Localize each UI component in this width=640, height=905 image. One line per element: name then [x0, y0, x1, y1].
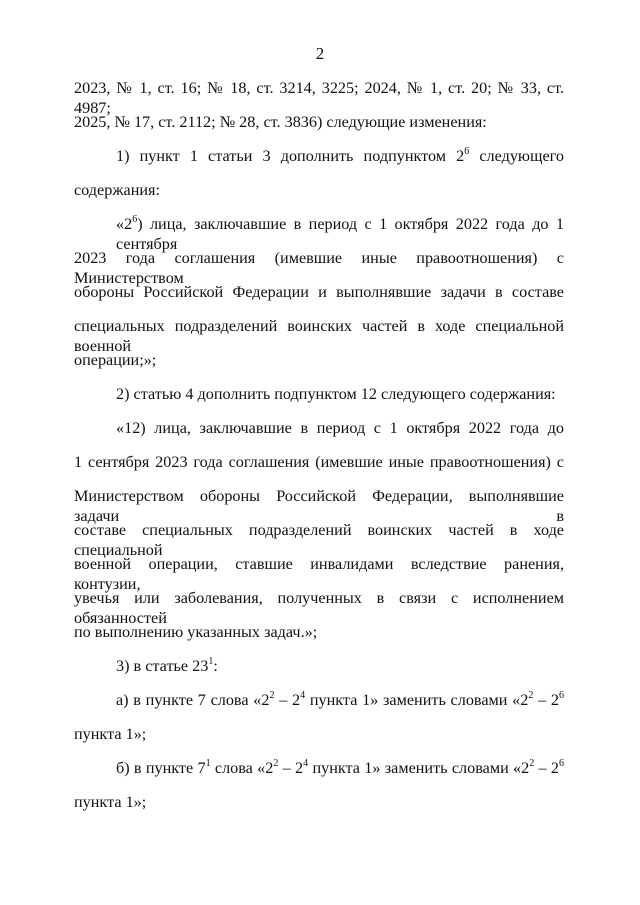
text-line: б) в пункте $7^1$ слова «$2^2 - 2^4$ пункта 1» заменить словами «$2^2 - 2^6$	[116, 757, 565, 777]
text-line: операции;»;	[74, 351, 157, 369]
text-line: 3) в статье $23^1$:	[116, 655, 218, 675]
text-line: обороны Российской Федерации и выполнявшие задачи в составе	[74, 283, 564, 301]
text-line: специальных подразделений воинских частей в ходе специальной военной	[74, 317, 564, 355]
text-line: по выполнению указанных задач.»;	[74, 623, 318, 641]
text-line: пункта 1»;	[74, 793, 147, 811]
text-line: содержания:	[74, 181, 160, 199]
text-line: 2023 года соглашения (имевшие иные правоотношения) с Министерством	[74, 249, 564, 287]
text-line: пункта 1»;	[74, 725, 147, 743]
text-line: а) в пункте 7 слова «$2^2 - 2^4$ пункта 1» заменить словами «$2^2 - 2^6$	[116, 689, 565, 709]
text-line: составе специальных подразделений воинских частей в ходе специальной	[74, 521, 564, 559]
text-line: военной операции, ставшие инвалидами вследствие ранения, контузии,	[74, 555, 564, 593]
text-line: «$2^6$) лица, заключавшие в период с 1 октября 2022 года до 1 сентября	[116, 213, 564, 253]
text-line: «12) лица, заключавшие в период с 1 октября 2022 года до	[116, 419, 564, 437]
text-line: 1) пункт 1 статьи 3 дополнить подпунктом $2^6$ следующего	[116, 145, 564, 165]
page-number: 2	[315, 44, 325, 63]
text-line: 1 сентября 2023 года соглашения (имевшие иные правоотношения) с	[74, 453, 564, 471]
text-line: Министерством обороны Российской Федерации, выполнявшие задачи в	[74, 487, 564, 525]
text-line: 2) статью 4 дополнить подпунктом 12 следующего содержания:	[116, 385, 556, 403]
text-line: 2023, № 1, ст. 16; № 18, ст. 3214, 3225; 2024, № 1, ст. 20; № 33, ст. 4987;	[74, 79, 564, 117]
text-line: 2025, № 17, ст. 2112; № 28, ст. 3836) следующие изменения:	[74, 113, 487, 131]
text-line: увечья или заболевания, полученных в связи с исполнением обязанностей	[74, 589, 564, 627]
